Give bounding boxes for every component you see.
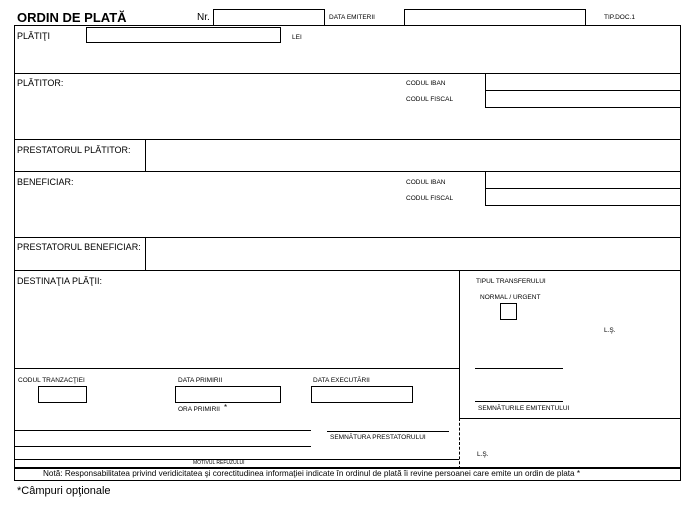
motivul-refuzului-label: MOTIVUL REFUZULUI: [193, 460, 245, 466]
data-executarii-field[interactable]: [311, 386, 413, 403]
platiti-label: PLĂTIŢI: [17, 31, 51, 41]
platiti-amount-field[interactable]: [86, 27, 281, 43]
nr-field[interactable]: [213, 9, 325, 26]
platitor-fiscal-label: CODUL FISCAL: [406, 96, 454, 103]
prestator-beneficiar-field[interactable]: [146, 238, 680, 269]
footer-note: Notă: Responsabilitatea privind veridicitatea şi corectitudinea informaţiei indicate în ordinul de plată îi revine persoanei care emite un ordin de plata *: [43, 469, 581, 478]
semnatura-prestator-label: SEMNĂTURA PRESTATORULUI: [330, 434, 426, 441]
beneficiar-fiscal-field[interactable]: [486, 189, 680, 204]
optional-fields-note: *Câmpuri opţionale: [17, 485, 111, 497]
ora-primirii-label: ORA PRIMIRII: [178, 406, 220, 413]
prestator-platitor-label: PRESTATORUL PLĂTITOR:: [17, 145, 131, 155]
divider: [14, 270, 681, 271]
divider: [459, 270, 460, 418]
data-executarii-label: DATA EXECUTĂRII: [313, 377, 370, 384]
platitor-iban-label: CODUL IBAN: [406, 80, 446, 87]
destinatia-label: DESTINAŢIA PLĂŢII:: [17, 276, 103, 286]
optional-asterisk: *: [224, 403, 228, 412]
beneficiar-fiscal-label: CODUL FISCAL: [406, 195, 454, 202]
divider: [14, 368, 459, 369]
divider: [459, 418, 460, 469]
ls-bottom-label: L.Ş.: [477, 451, 489, 458]
divider: [459, 418, 681, 419]
motivul-line: [14, 446, 311, 447]
signature-line: [475, 368, 563, 369]
beneficiar-iban-label: CODUL IBAN: [406, 179, 446, 186]
nr-label: Nr.: [197, 12, 210, 23]
currency-label: LEI: [292, 34, 302, 41]
cod-tranzactiei-label: CODUL TRANZACŢIEI: [18, 377, 85, 384]
semnaturi-emitent-label: SEMNĂTURILE EMITENTULUI: [478, 405, 570, 412]
cod-tranzactiei-field[interactable]: [38, 386, 87, 403]
divider: [485, 107, 681, 108]
beneficiar-iban-field[interactable]: [486, 172, 680, 187]
data-emiterii-field[interactable]: [404, 9, 586, 26]
semnatura-line: [327, 431, 449, 432]
data-emiterii-label: DATA EMITERII: [329, 14, 375, 21]
platitor-fiscal-field[interactable]: [486, 91, 680, 106]
tip-doc-label: TIP.DOC.1: [604, 14, 635, 21]
destinatia-field[interactable]: [16, 290, 458, 366]
prestator-platitor-field[interactable]: [146, 140, 680, 170]
tip-transfer-label: TIPUL TRANSFERULUI: [476, 278, 546, 285]
transfer-type-checkbox[interactable]: [500, 303, 517, 320]
document-title: ORDIN DE PLATĂ: [17, 10, 127, 25]
signature-line: [475, 401, 563, 402]
platitor-label: PLĂTITOR:: [17, 78, 64, 88]
transfer-option-label: NORMAL / URGENT: [480, 294, 541, 301]
data-primirii-label: DATA PRIMIRII: [178, 377, 223, 384]
motivul-line: [14, 430, 311, 431]
platitor-iban-field[interactable]: [486, 74, 680, 89]
prestator-beneficiar-label: PRESTATORUL BENEFICIAR:: [17, 242, 141, 252]
ls-label: L.Ş.: [604, 327, 616, 334]
data-primirii-field[interactable]: [175, 386, 281, 403]
beneficiar-label: BENEFICIAR:: [17, 177, 74, 187]
divider: [485, 205, 681, 206]
